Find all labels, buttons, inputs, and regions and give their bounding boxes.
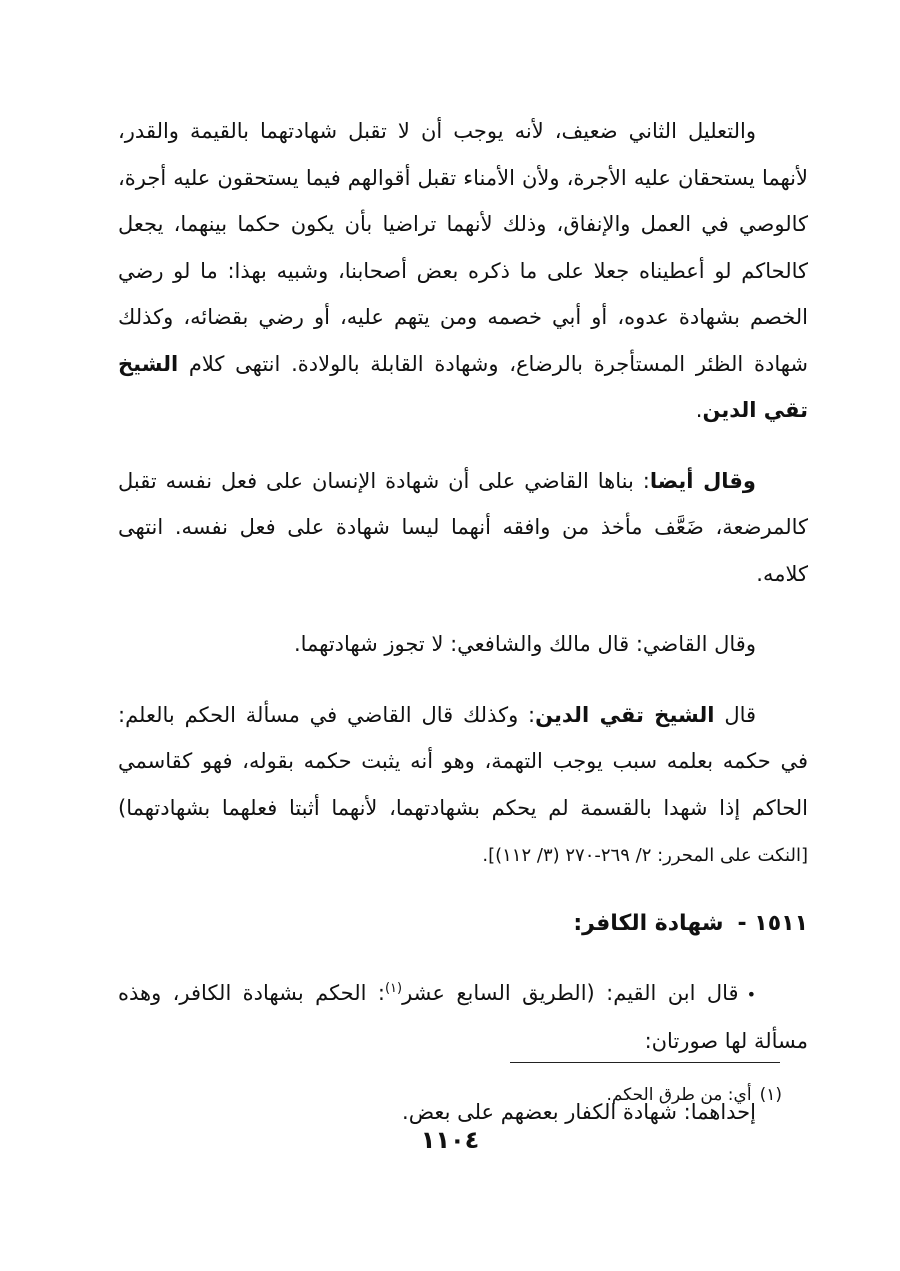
paragraph-qadi [118, 621, 808, 668]
section-number: ١٥١١ - [737, 910, 808, 936]
footnote-marker[interactable]: (١) [384, 980, 403, 996]
paragraph-lead: قال ابن القيم: (الطريق السابع عشر [402, 980, 739, 1005]
footnote-divider [510, 1062, 780, 1063]
paragraph-ibn-qayyim [118, 970, 808, 1065]
section-title: شهادة الكافر: [573, 910, 724, 936]
bullet-icon: • [746, 984, 756, 1004]
page-number: ١١٠٤ [420, 1126, 480, 1154]
source-reference: [النكت على المحرر: ٢/ ٢٦٩-٢٧٠ (٣/ ١١٢)]. [482, 845, 808, 866]
paragraph-lead-bold: وقال [693, 468, 756, 493]
footnote-text: أي: من طرق الحكم. [606, 1085, 752, 1105]
paragraph-text: إحداهما: شهادة الكفار بعضهم على بعض. [402, 1099, 756, 1124]
paragraph-commentary [118, 108, 808, 434]
paragraph-text: : وكذلك قال القاضي في مسألة الحكم بالعلم: في حكمه بعلمه سبب يوجب التهمة، وهو أنه يثبت حكمه بقوله، فهو كقاسمي الحاكم إذا شهدا بالقسمة لم يحكم بشهادتهما، لأنهما أثبتا فعلهما بشهادتهما) [118, 702, 808, 820]
paragraph-text: والتعليل الثاني ضعيف، لأنه يوجب أن لا تقبل شهادتهما بالقيمة والقدر، لأنهما يستحقان عليه الأجرة، ولأن الأمناء تقبل أقوالهم فيما يستحقون عليه أجرة، كالوصي في العمل والإنفاق، وذلك لأنهما تراضيا بأن يكون حكما بينهما، يجعل كالحاكم لو أعطيناه جعلا على ما ذكره بعض أصحابنا، وشبيه بهذا: ما لو رضي الخصم بشهادة عدوه، أو أبي خصمه ومن يتهم عليه، أو رضي بقضائه، وكذلك شهادة الظئر المستأجرة بالرضاع، وشهادة القابلة بالولادة. انتهى كلام [118, 119, 808, 376]
paragraph-end: . [695, 398, 703, 422]
paragraph-text: وقال القاضي: قال مالك والشافعي: لا تجوز شهادتهما. [293, 632, 756, 656]
page-body [118, 108, 808, 1159]
paragraph-lead: قال [714, 702, 757, 727]
paragraph-also [118, 458, 808, 598]
footnote [606, 1082, 782, 1108]
paragraph-shaykh [118, 692, 808, 880]
paragraph-text: : الحكم بشهادة الكافر، وهذه مسألة لها صورتان: [118, 980, 808, 1053]
bold-word: أيضا [649, 468, 694, 493]
footnote-number: (١) [759, 1085, 782, 1105]
scholar-name: الشيخ تقي الدين [535, 702, 715, 727]
paragraph-text: : بناها القاضي على أن شهادة الإنسان على فعل نفسه تقبل كالمرضعة، ضَعَّف مأخذ من وافقه أنهما ليسا شهادة على فعل نفسه. انتهى كلامه. [118, 468, 808, 586]
scholar-name: الشيخ تقي الدين [118, 351, 808, 422]
section-heading [118, 904, 808, 944]
